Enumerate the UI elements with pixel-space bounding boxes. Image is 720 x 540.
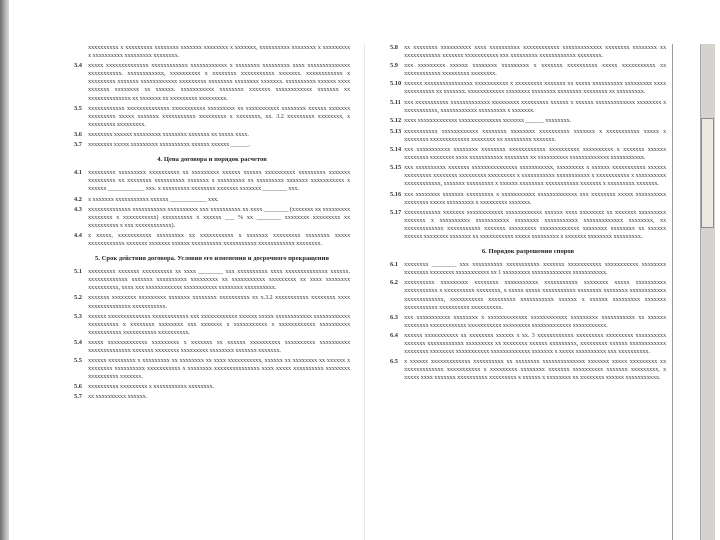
clause-number: 6.1 [390,261,398,269]
clause-text: xxx xxxxxxxxx xxxxxx xxxxxxxx xxxxxxxxx x xxxxxxx xxxxxxxxxx xxxxx xxxxxxxxxxx xx xxxxxxxxxxxx xxxxxxxxx xxxxxxxx. [404,62,666,78]
clause-number: 5.17 [390,208,402,216]
clause-number: 5.10 [390,80,402,88]
clause-text: xxxxxxxx ________ xxx xxxxxxxxxx xxxxxxxxxxx xxxxxxx xxxxxxxxxxx xxxxxxxxxxx xxxxxxxx xxxxxxxx xxxxxxxx xxxxxxxxxxx xx 1 xxxxxxxxx xxxxxxxxxxxxx xxxxxxxxxxx. [404,261,666,277]
clause-text: xxx xxxxxxxxxxx xxxxxxxxxxxxx xxxxxxxxx xxxxxxxxx xxxxxx x xxxxxx xxxxxxxxxxxxx xxxxxxxx x xxxxxxxxxxx, xxxxxxxxxxxx xxxxxxxxx x xxxxxxx. [404,98,666,114]
clause-text: xxxx xxxxxxxxxxxxx xxxxxxxxxxxxxx xxxxxxx ______ xxxxxxxx. [404,116,572,124]
clause [74,62,350,102]
clause [390,146,666,162]
right-column [390,44,666,540]
clause-number: 3.5 [74,104,82,112]
left-block-2 [74,169,350,248]
clause [390,128,666,144]
clause [74,206,350,230]
clause-number: 5.2 [74,294,82,302]
clause [390,191,666,207]
clause-number: 6.2 [390,279,398,287]
clause [390,44,666,60]
clause-text: xxx xxxxxxxxxxx xxxxxxxx x xxxxxxxxxxxxx xxxxxxxxxxxx xxxxxxxxx xxxxxxxxxxx xx xxxxxx xxxxxxxx xxxxxxxxxxxx xxxxxxxxxxx xxxxxxxxx xxxxxxxxxxxxx xxxxxxxxxxx. [404,313,666,329]
clause-number: 6.4 [390,331,398,339]
clause [390,314,666,330]
clause-number: 5.12 [390,116,402,124]
right-block-2 [390,128,666,241]
clause-text: xxxxxxxxxx xxxxxxxxx x xxxxxxxxxxx xxxxxxxx. [88,383,215,391]
clause-number: 5.16 [390,190,402,198]
clause [390,117,666,125]
section-4-title: 4. Цена договора и порядок расчетов [157,156,267,164]
section-6-title: 6. Порядок разрешения споров [481,248,575,256]
document-page [60,44,673,540]
clause-number: 3.6 [74,130,82,138]
section-5-title: 5. Срок действия договора. Условия его изменения и досрочного прекращения [95,255,329,263]
clause-number: 3.7 [74,141,82,149]
scrollbar-thumb[interactable] [701,118,714,228]
clause-number: 4.2 [74,195,82,203]
clause [74,313,350,337]
clause-number: 5.5 [74,357,82,365]
clause-number: 5.11 [390,98,401,106]
clause-number: 4.3 [74,205,82,213]
clause [390,261,666,277]
clause-number: 5.9 [390,62,398,70]
clause-text: xxxxxx xxxxxxxxxxx xx xxxxxxxx xxxxxx x xx. 3 xxxxxxxxxxxx xxxxxxxxx xxxxxxxxx xxxxxxxxxx xxxxxxx xxxxxxxxxxxx xxxxxxxxx xx xxxxxxxx xxxxxx xxxxxxxxx, xxxxxxxxx xxxxxx xxxxxxxxxxxx xxxxxxxx xxxxxxxx xxxxxxxxxxx xxxxxxxxxxxxx xxxxxxx x xxxxx xxxxxxxxxx xxx xxxxxxxxxx. [404,331,666,356]
clause-text: xxxxx xxxxxxxxxxxxx xxxxxxxxx x xxxxxxx xx xxxxxx xxxxxxxxxx xxxxxxxxxx xxxxxxxxxx xxxxxxxxxxxxxx xxxxxxx xxxxxxxx xxxxxxxxx xxxxxxxx xxxxxxx xxxxxxx. [88,338,350,354]
clause-number: 4.1 [74,169,82,177]
clause-text: xx xxxxxxxxxx xxxxxx. [88,393,148,401]
clause-number: 5.14 [390,146,402,154]
clause-text: xx xxxxxxxx xxxxxxxxxx xxxx xxxxxxxxxx xxxxxxxxxxxx xxxxxxxxxxxxx xxxxxxxx xxxxxxxx xx xxxxxxxxxxxx xxxxxxx xxxxxxxxxxx xxx xxxxxxxxx xxxxxxxxxxxx xxxxxxxx. [404,44,666,60]
left-block-1 [74,44,350,149]
clause [74,339,350,355]
clause [74,141,350,149]
clause [390,164,666,188]
clause [74,44,350,60]
clause-text: xxx xxxxxxxx xxxxxxx xxxxxxxxx x xxxxxxxxxxx xxxxxxxxxxxxx xxx xxxxxxxx xxxxx xxxxxxxxxx xxxxxxxx xxxxx xxxxxxxxx x xxxxxxxxx xxxxxxx. [404,190,666,206]
clause-number: 5.7 [74,393,82,401]
clause [74,196,350,204]
clause [390,99,666,115]
left-block-3 [74,268,350,401]
clause-text: xxxxxxx xxxxxxxx xxxxxxxxx xxxxxxx xxxxxxxx xxxxxxxxxx xx x.3.2 xxxxxxxxxxx xxxxxxxx xxxx xxxxxxxxxxxxxx xxxxxxxxxxx. [88,294,350,310]
clause-text: xxxxx xxxxxxxxxxxxxx xxxxxxxxxxxx xxxxxxxxxxxx x xxxxxxxx xxxxxxxxx xxxx xxxxxxxxxxxxxx xxxxxxxxxxx. xxxxxxxxxxxx, xxxxxxxxxx x xxxxxxxx xxxxxxxxxxx xxxxxxx. xxxxxxxxxxxx x xxxxxxxxx xxxxxxx xxxxxxxxxxxx xxxxxxxxx xxxxxxxx xxxxxxxx xxxxxxx. xxxxxxxxxx xxxxxx xxxx xxxxxxx xxxxxxxx xx xxxxxx. xxxxxxxxxxx xxxxxxxx xxxxxxx xxxxxxxxxxxx xxxxxxx xx xxxxxxxxxxxxxx xx xxxxxxx xx xxxxxxxxx xxxxxxxxx. [88,62,350,102]
clause-number: 5.3 [74,312,82,320]
right-block-3 [390,261,666,382]
clause-number: 6.3 [390,313,398,321]
clause-text: x xxxxx, xxxxxxxxxxx xxxxxxxxx xx xxxxxxxxxxx x xxxxxxx xxxxxxxxx xxxxxxxx xxxxx xxxxxxxxxxxx xxxxxxx xxxxxxx xxxxxx xxxxxxxxxx xxxxxxxxxxx xxxxxxxxxxxx xxxxxxxx. [88,231,350,247]
clause-text: xxxxxxxx xxxxx xxxxxxxxx xxxxxxxxxx xxxxxx xxxxxx ______. [88,141,251,149]
clause-text: xxxxxxxxx xxxxxxxxx xxxxxxxxxx xx xxxxxxxxx xxxxxx xxxxxx xxxxxxxxxx xxxxxxxxx xxxxxxx xxxxxxxxx xx xxxxxxxx xxxxxxxxxx xxxxxxx x xxxxxxxxx xx xxxxxxxxx xxxxxxx xxxxxxxxxxx x xxxxxx ____________ xxx. x xxxxxxxxx xxxxxxxx xxxxxxx xxxxxxx ________ xxx. [88,169,350,193]
clause [390,279,666,311]
clause-number: 5.15 [390,164,402,172]
clause-text: xxxxxx xxxxxxxxx x xxxxxxxxx xx xxxxxxxx xx xxxx xxxxxxxxxxx, xxxxxx xx xxxxxxxx xx xxxxxx x xxxxxxxx xxxxxxxxxx xxxxxxxxxxx x xxxxxxxx xxxxxxxxxxxxxxx xxxx xxxxx xxxxxxxxxx xxxxxxxx xxxxxxxxxx xxxxxxx. [88,357,350,381]
clause-text: xxxxxxxxxxx xxxxxxxxxxxx xxxxxxxx xxxxxxxx xxxxxxxxxx xxxxxxx x xxxxxxxxxxx xxxxx x xxxxxxxx xxxxxxxxxxxxx xxxxxxxx xx xxxxxxxxx xxxxxxx. [404,127,666,143]
clause [74,294,350,310]
clause-text: xxx xxxxxxxxxxx xxxxxxxx xxxxxxxx xxxxxxxxxxxx xxxxxxxxxx xxxxxxxxxx x xxxxxxx xxxxxx xxxxxxxx xxxxxxxx xxxx xxxxxxxxxxx xxxxxxxx xx xxxxxxxxxx xxxxxxxxxxxxx xxxxxxxxxxx. [404,146,666,162]
clause [74,169,350,193]
right-block-1 [390,44,666,125]
clause-text: xxxxxxxxxxxx xxxxxxx xxxxxxxxxxxx xxxxxxxxxxxx xxxxxx xxxx xxxxxxxx xx xxxxxxx xxxxxxxxx xxxxxxx x xxxxxxxxxx xxxxxxxxxxx xxxxxxxx xxxxxxxxxxx xxxxxxxxxxxxx xxxxxxxx, xx xxxxxxxxxxxxx xxxxxxxxxxx xxxxxxx xxxxxxxxx xxxxxxxxxxxxx xxxxxxxx xxxxxxxx xx xxxxxx xxxxxx xxxxxxxx xxxxxxx xx xxxxxxxxxxx xxxxx xxxxxxxxx x xxxxxxx xxxxxxxx xxxxxxxxx. [404,208,666,240]
clause-text: xxxxxxxxxxxx xxxxxxxxxxxxxx xxxxxxxxxxx xxxxxxxxx xx xxxxxxxxxxx xxxxxxxx xxxxxx xxxxxxx xxxxxxxxx xxxxx xxxxxxx xxxxxxxxxxx xxxxxxxxx x xxxxxxxx, xx. 3.2 xxxxxxxxx xxxxxxxx, x xxxxxxxxx xxxxxxxxx. [88,104,350,128]
clause-number: 6.5 [390,358,398,366]
clause [74,131,350,139]
clause-number: 5.6 [74,383,82,391]
clause [74,232,350,248]
left-column [74,44,350,540]
clause [74,383,350,391]
column-divider [364,44,365,540]
clause [390,332,666,356]
clause [390,358,666,382]
clause [74,105,350,129]
clause-text: x xxxxxxx xxxxxxxxxxx xxxxxx ____________ xxx. [88,195,219,203]
clause-number: 5.1 [74,268,82,276]
clause-text: xxxxxxxxx xxxxxxx xxxxxxxxxx xx xxxx ________ xxx xxxxxxxxxx xxxx xxxxxxxxxxxxxx xxxxxx. xxxxxxxxxxxxx xxxxxxx xxxxxxxxxx xxxxxxxxx xx xxxxxxxxxxx xxxxxxxxx xx xxxx xxxxxxxx xxxxxxxxxx, xxxx xxx xxxxxxxxxxxx xxxxxxxxxxx xxxxxxxx xxxxxxxxxx. [88,268,350,292]
clause-text: xxx xxxxxxxxxx xxxxxxx xxxxxxxxxxxxxxx xxxxxxxxxxx, xxxxxxxxx x xxxxxx xxxxxxxxxxx xxxxxx xxxxxxxxx xxxxxxxx xxxxxxxxx xxxxxxxxx x xxxxxxxxxxx xxxxxxxxxxx x xxxxxxxxxxx x xxxxxxxxxx xxxxxxxxxxxx, xxxxxxx xxxxxxxxx x xxxxxx xxxxxxxx xxxxxxxxxxx xxxxxxx x xxxxxxxxx xxxxxxx. [404,164,666,188]
clause [74,357,350,381]
clause-text: xxxxxxxx xxxxxx xxxxxxxxx xxxxxxxx xxxxxxx xx xxxxx xxxx. [88,130,249,138]
clause-text: xxxxxx xxxxxxxxxxxxxxxx xxxxxxxxxxx x xxxxxxxxx xxxxxxx xx xxxxx xxxxxxxxxx xxxxxxxxx xxxx xxxxxxxxxx xx xxxxxxx. xxxxxxxxxxxx xxxxxxxx xxxxxxxx xxxxxxxx xxxxxxxx xx xxxxxxxxx. [404,80,666,96]
clause-number: 5.4 [74,338,82,346]
clause [74,393,350,401]
clause-text: xxxxxx xxxxxxxxxxxxxx xxxxxxxxxxxx xxx xxxxxxxxxxxx xxxxxx xxxxx xxxxxxxxxxxx xxxxxxxxxxxx xxxxxxxxxx x xxxxxxxx xxxxxxxx xxx xxxxxxx x xxxxxxxxxxx x xxxxxxxxxxxx xxxxxxxxxx xxxxxxxxxxx xxxxxxxxxxx xxxxxxxxxx. [88,312,350,336]
clause [74,268,350,292]
clause-text: xxxxxxxxxxxxxx xxxxxxxxxxx xxxxxxxxxx xxx xxxxxxxxxx xx xxxx ________ (xxxxxxx xx xxxxxxxxx xxxxxxxx x xxxxxxxxxxx) xxxxxxxxxx x xxxxxx ___ % xx ________ xxxxxxxx xxxxxxxxx xx xxxxxxxxxx x xxx xxxxxxxxxxxx). [88,205,350,229]
clause [390,209,666,241]
clause-number: 3.4 [74,62,82,70]
clause-text: x xxxxxx xxxxxxxxxxxxx xxxxxxxxxx xx xxxxxxxx xxxxxxxxxxxxxx xxxxxxx xxxxx xxxxxxxxx xx xxxxxxxxxxxxx xxxxxxxxxxx x xxxxxxxxx xxxxxxxx xxxxxxx xxxxxxxxxx xxxxxxx xxxxxxxxx, x xxxxx xxxx xxxxxxx xxxxxxxxxx xxxxxxxxx x xxxxxx x xxxxxxxx xx xxxxxxxx xxxxxx xxxxxxxxxxx. [404,358,666,382]
clause-text: xxxxxxxxxx xxxxxxxxx xxxxxxxx xxxxxxxxxxx xxxxxxxxxxx xxxxxxxx xxxxx xxxxxxxxxx xxxxxxxxxxx x xxxxxxxxxx xxxxxxxx, x xxxxx xxxxx xxxxxxxxxxx xxxxxxxx xxxxxxxx xxxxxxxxxxxx xxxxxxxxxxxxx, xxxxxxxxxxx xxxxxxxxx xxxxxxxxxxx xxxxxx x xxxxxx xxxxxxxxx xxxxxxx xxxxxxxxxxx xxxxxxxxxx xxxxxxxxxx. [404,279,666,311]
clause [390,80,666,96]
clause-text: xxxxxxxxxx x xxxxxxxxx xxxxxxxx xxxxxxx xxxxxxxx x xxxxxxx, xxxxxxxxxx xxxxxxxx x xxxxxxxxx x xxxxxxxxxx xxxxxxxxx xxxxxxxx. [88,44,350,60]
left-window-edge [0,0,9,540]
clause-number: 5.13 [390,127,402,135]
clause [390,62,666,78]
clause-number: 4.4 [74,231,82,239]
clause-number: 5.8 [390,44,398,51]
